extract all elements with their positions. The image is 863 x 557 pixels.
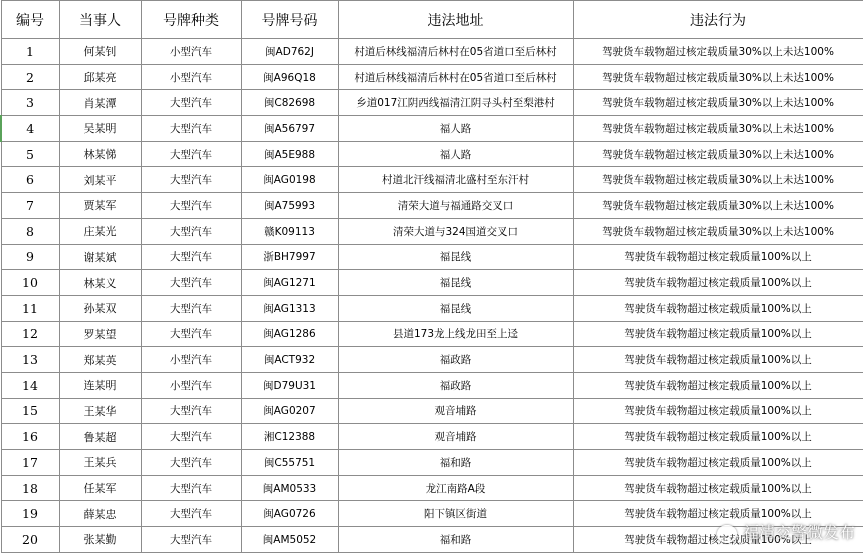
cell-id: 6	[1, 167, 59, 193]
header-cell-violation: 违法行为	[573, 1, 863, 39]
cell-id: 1	[1, 39, 59, 65]
table-row	[1, 424, 863, 450]
cell-location: 福昆线	[338, 244, 573, 270]
cell-plate-number: 闽AG1271	[241, 270, 338, 296]
cell-plate-number: 闽AG1286	[241, 321, 338, 347]
cell-plate-number: 湘C12388	[241, 424, 338, 450]
cell-violation: 驾驶货车载物超过核定载质量100%以上	[573, 270, 863, 296]
cell-location: 福和路	[338, 527, 573, 553]
cell-party: 罗某望	[59, 321, 141, 347]
cell-plate-number: 闽A75993	[241, 193, 338, 219]
table-row	[1, 64, 863, 90]
header-row	[1, 1, 863, 39]
cell-violation: 驾驶货车载物超过核定载质量30%以上未达100%	[573, 141, 863, 167]
cell-party: 贾某军	[59, 193, 141, 219]
cell-violation: 驾驶货车载物超过核定载质量100%以上	[573, 475, 863, 501]
cell-party: 孙某双	[59, 295, 141, 321]
cell-location: 村道后林线福清后林村在05省道口至后林村	[338, 39, 573, 65]
cell-plate-type: 大型汽车	[141, 193, 241, 219]
cell-id: 16	[1, 424, 59, 450]
table-row	[1, 193, 863, 219]
header-cell-plate-number: 号牌号码	[241, 1, 338, 39]
cell-id: 15	[1, 398, 59, 424]
cell-party: 连某明	[59, 372, 141, 398]
table-body	[1, 39, 863, 553]
cell-location: 福人路	[338, 116, 573, 142]
cell-plate-number: 闽AM0533	[241, 475, 338, 501]
cell-id: 9	[1, 244, 59, 270]
watermark-text: 福清交警微发布	[742, 523, 855, 542]
table-row	[1, 244, 863, 270]
cell-plate-number: 闽AG1313	[241, 295, 338, 321]
cell-location: 福人路	[338, 141, 573, 167]
cell-plate-number: 闽AD762J	[241, 39, 338, 65]
cell-location: 福昆线	[338, 295, 573, 321]
cell-location: 乡道017江阴西线福清江阴寻头村至梨港村	[338, 90, 573, 116]
cell-location: 村道后林线福清后林村在05省道口至后林村	[338, 64, 573, 90]
table-row	[1, 218, 863, 244]
cell-location: 阳下镇区街道	[338, 501, 573, 527]
cell-plate-type: 大型汽车	[141, 501, 241, 527]
cell-party: 张某勤	[59, 527, 141, 553]
cell-violation: 驾驶货车载物超过核定载质量100%以上	[573, 527, 863, 553]
cell-party: 王某兵	[59, 450, 141, 476]
table-row	[1, 141, 863, 167]
cell-id: 10	[1, 270, 59, 296]
cell-plate-type: 大型汽车	[141, 244, 241, 270]
cell-location: 清荣大道与324国道交叉口	[338, 218, 573, 244]
cell-plate-type: 大型汽车	[141, 398, 241, 424]
cell-plate-type: 大型汽车	[141, 527, 241, 553]
cell-plate-number: 闽C55751	[241, 450, 338, 476]
cell-id: 4	[1, 116, 59, 142]
cell-plate-type: 小型汽车	[141, 372, 241, 398]
table-row	[1, 398, 863, 424]
cell-id: 13	[1, 347, 59, 373]
cell-violation: 驾驶货车载物超过核定载质量100%以上	[573, 398, 863, 424]
cell-plate-number: 浙BH7997	[241, 244, 338, 270]
header-cell-plate-type: 号牌种类	[141, 1, 241, 39]
cell-id: 12	[1, 321, 59, 347]
cell-plate-number: 闽AG0198	[241, 167, 338, 193]
cell-violation: 驾驶货车载物超过核定载质量30%以上未达100%	[573, 39, 863, 65]
cell-location: 观音埔路	[338, 398, 573, 424]
table-row	[1, 372, 863, 398]
cell-party: 任某军	[59, 475, 141, 501]
cell-plate-type: 大型汽车	[141, 295, 241, 321]
header-cell-party: 当事人	[59, 1, 141, 39]
cell-violation: 驾驶货车载物超过核定载质量100%以上	[573, 501, 863, 527]
cell-id: 14	[1, 372, 59, 398]
cell-location: 清荣大道与福通路交叉口	[338, 193, 573, 219]
cell-plate-number: 闽A56797	[241, 116, 338, 142]
cell-violation: 驾驶货车载物超过核定载质量100%以上	[573, 424, 863, 450]
cell-violation: 驾驶货车载物超过核定载质量100%以上	[573, 347, 863, 373]
cell-id: 5	[1, 141, 59, 167]
cell-plate-type: 大型汽车	[141, 218, 241, 244]
cell-plate-number: 赣K09113	[241, 218, 338, 244]
cell-violation: 驾驶货车载物超过核定载质量30%以上未达100%	[573, 64, 863, 90]
table-row	[1, 90, 863, 116]
cell-party: 吴某明	[59, 116, 141, 142]
cell-plate-number: 闽AG0726	[241, 501, 338, 527]
cell-location: 县道173龙上线龙田至上迳	[338, 321, 573, 347]
cell-location: 福政路	[338, 372, 573, 398]
cell-party: 刘某平	[59, 167, 141, 193]
cell-party: 林某悌	[59, 141, 141, 167]
cell-id: 2	[1, 64, 59, 90]
cell-plate-number: 闽AG0207	[241, 398, 338, 424]
cell-id: 18	[1, 475, 59, 501]
cell-id: 8	[1, 218, 59, 244]
cell-party: 林某义	[59, 270, 141, 296]
cell-plate-number: 闽A96Q18	[241, 64, 338, 90]
cell-plate-type: 大型汽车	[141, 450, 241, 476]
cell-plate-type: 大型汽车	[141, 475, 241, 501]
cell-party: 邱某亮	[59, 64, 141, 90]
cell-violation: 驾驶货车载物超过核定载质量30%以上未达100%	[573, 116, 863, 142]
cell-location: 福政路	[338, 347, 573, 373]
table-row	[1, 167, 863, 193]
cell-violation: 驾驶货车载物超过核定载质量30%以上未达100%	[573, 193, 863, 219]
table-row	[1, 450, 863, 476]
cell-plate-type: 小型汽车	[141, 347, 241, 373]
cell-id: 20	[1, 527, 59, 553]
cell-party: 郑某英	[59, 347, 141, 373]
cell-location: 福昆线	[338, 270, 573, 296]
table-row	[1, 347, 863, 373]
cell-party: 肖某潭	[59, 90, 141, 116]
cell-plate-number: 闽AM5052	[241, 527, 338, 553]
cell-violation: 驾驶货车载物超过核定载质量100%以上	[573, 372, 863, 398]
cell-party: 王某华	[59, 398, 141, 424]
cell-id: 19	[1, 501, 59, 527]
cell-party: 何某钊	[59, 39, 141, 65]
cell-violation: 驾驶货车载物超过核定载质量30%以上未达100%	[573, 218, 863, 244]
cell-plate-type: 大型汽车	[141, 424, 241, 450]
table-row	[1, 527, 863, 553]
cell-violation: 驾驶货车载物超过核定载质量100%以上	[573, 321, 863, 347]
cell-party: 谢某斌	[59, 244, 141, 270]
table-row	[1, 501, 863, 527]
cell-plate-type: 大型汽车	[141, 270, 241, 296]
cell-location: 福和路	[338, 450, 573, 476]
cell-id: 3	[1, 90, 59, 116]
cell-location: 观音埔路	[338, 424, 573, 450]
cell-plate-number: 闽C82698	[241, 90, 338, 116]
table-row	[1, 321, 863, 347]
cell-party: 庄某光	[59, 218, 141, 244]
cell-party: 鲁某超	[59, 424, 141, 450]
cell-id: 11	[1, 295, 59, 321]
cell-party: 薛某忠	[59, 501, 141, 527]
cell-id: 7	[1, 193, 59, 219]
cell-plate-type: 大型汽车	[141, 167, 241, 193]
cell-plate-number: 闽D79U31	[241, 372, 338, 398]
cell-plate-type: 大型汽车	[141, 90, 241, 116]
cell-plate-number: 闽ACT932	[241, 347, 338, 373]
cell-violation: 驾驶货车载物超过核定载质量30%以上未达100%	[573, 167, 863, 193]
cell-plate-type: 大型汽车	[141, 321, 241, 347]
table-row	[1, 475, 863, 501]
cell-plate-type: 大型汽车	[141, 141, 241, 167]
cell-location: 龙江南路A段	[338, 475, 573, 501]
cell-id: 17	[1, 450, 59, 476]
cell-violation: 驾驶货车载物超过核定载质量100%以上	[573, 295, 863, 321]
header-cell-location: 违法地址	[338, 1, 573, 39]
table-row	[1, 295, 863, 321]
cell-plate-type: 大型汽车	[141, 116, 241, 142]
cell-plate-type: 小型汽车	[141, 64, 241, 90]
table-row	[1, 116, 863, 142]
table-row	[1, 39, 863, 65]
cell-violation: 驾驶货车载物超过核定载质量30%以上未达100%	[573, 90, 863, 116]
cell-location: 村道北汗线福清北盛村至东汗村	[338, 167, 573, 193]
cell-plate-type: 小型汽车	[141, 39, 241, 65]
cell-violation: 驾驶货车载物超过核定载质量100%以上	[573, 450, 863, 476]
header-cell-id: 编号	[1, 1, 59, 39]
table-row	[1, 270, 863, 296]
cell-violation: 驾驶货车载物超过核定载质量100%以上	[573, 244, 863, 270]
cell-plate-number: 闽A5E988	[241, 141, 338, 167]
